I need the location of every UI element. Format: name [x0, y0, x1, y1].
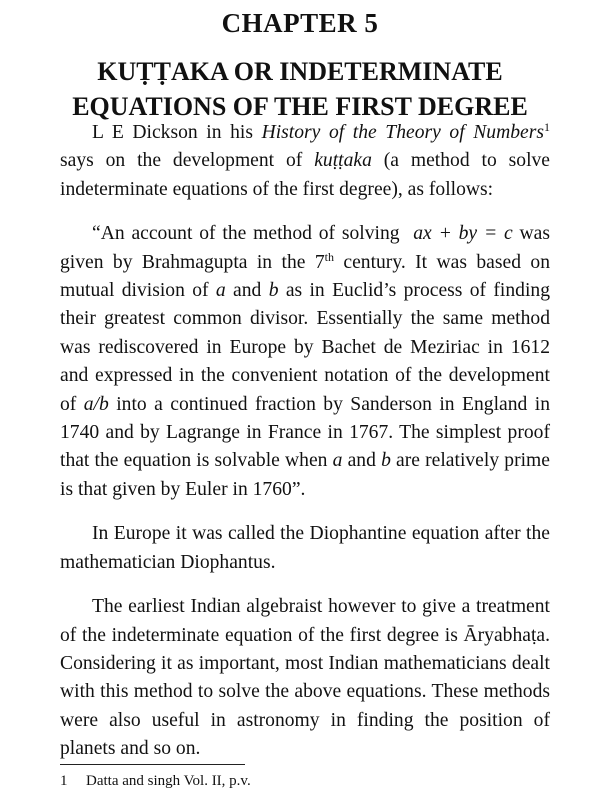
quote-text-8: are relatively prime is that given by Euler in 1760”. [60, 450, 550, 500]
quote-text-7: and [342, 450, 382, 472]
footnote-divider [60, 764, 245, 765]
quote-text-2: was given by Brahmagupta in the 7 [60, 223, 551, 273]
intro-text-3: (a method to solve indeterminate equations of the first degree), as follows: [60, 150, 551, 200]
kuttaka-term: kuṭṭaka [314, 150, 372, 172]
quote-text-5: as in Euclid’s process of finding their greatest common divisor. Essentially the same method was rediscovered in Europe by Bachet de Meziriac in 1612 and expressed in the convenient notation of the development of [60, 280, 550, 415]
chapter-title [0, 54, 600, 124]
footnote-ref: 1 [544, 120, 550, 134]
footnote [60, 772, 251, 790]
diophantine-paragraph: In Europe it was called the Diophantine equation after the mathematician Diophantus. [60, 523, 550, 573]
intro-paragraph [60, 119, 550, 204]
quote-text-4: and [225, 280, 269, 302]
ordinal-superscript: th [324, 249, 334, 264]
dickson-quote [60, 220, 550, 504]
title-part-2: AKA OR INDETERMINATE [170, 57, 503, 86]
var-a: a [215, 280, 226, 302]
title-part-1: KU [97, 57, 137, 86]
book-title: History of the Theory of Numbers [261, 122, 544, 143]
intro-text-2: says on the development of [60, 150, 315, 172]
equation: ax + by = c [413, 223, 513, 245]
chapter-title-line-1 [0, 54, 600, 89]
var-b: b [268, 280, 279, 302]
intro-text-1: L E Dickson in his [92, 122, 262, 143]
title-part-dotted: ṬṬ [136, 57, 171, 86]
fraction-a-over-b: a/b [83, 393, 109, 415]
chapter-title-line-2: EQUATIONS OF THE FIRST DEGREE [72, 92, 528, 121]
footnote-text: Datta and singh Vol. II, p.v. [86, 773, 251, 789]
chapter-heading: CHAPTER 5 [221, 8, 379, 38]
quote-text-1: “An account of the method of solving [92, 223, 414, 245]
page-body [60, 119, 550, 764]
var-b-2: b [381, 450, 391, 472]
quote-text-3: century. It was based on mutual division of [60, 251, 550, 302]
var-a-2: a [332, 450, 343, 472]
quote-text-6: into a continued fraction by Sanderson in England in 1740 and by Lagrange in France in 1767. The simplest proof that the equation is solvable when [60, 393, 550, 472]
footnote-number: 1 [60, 773, 68, 789]
aryabhata-paragraph: The earliest Indian algebraist however to give a treatment of the indeterminate equation of the first degree is Āryabhaṭa. Considering it as important, most Indian mathematicians dealt with this method to solve the above equations. These methods were also useful in astronomy in finding the position of planets and so on. [60, 596, 550, 760]
